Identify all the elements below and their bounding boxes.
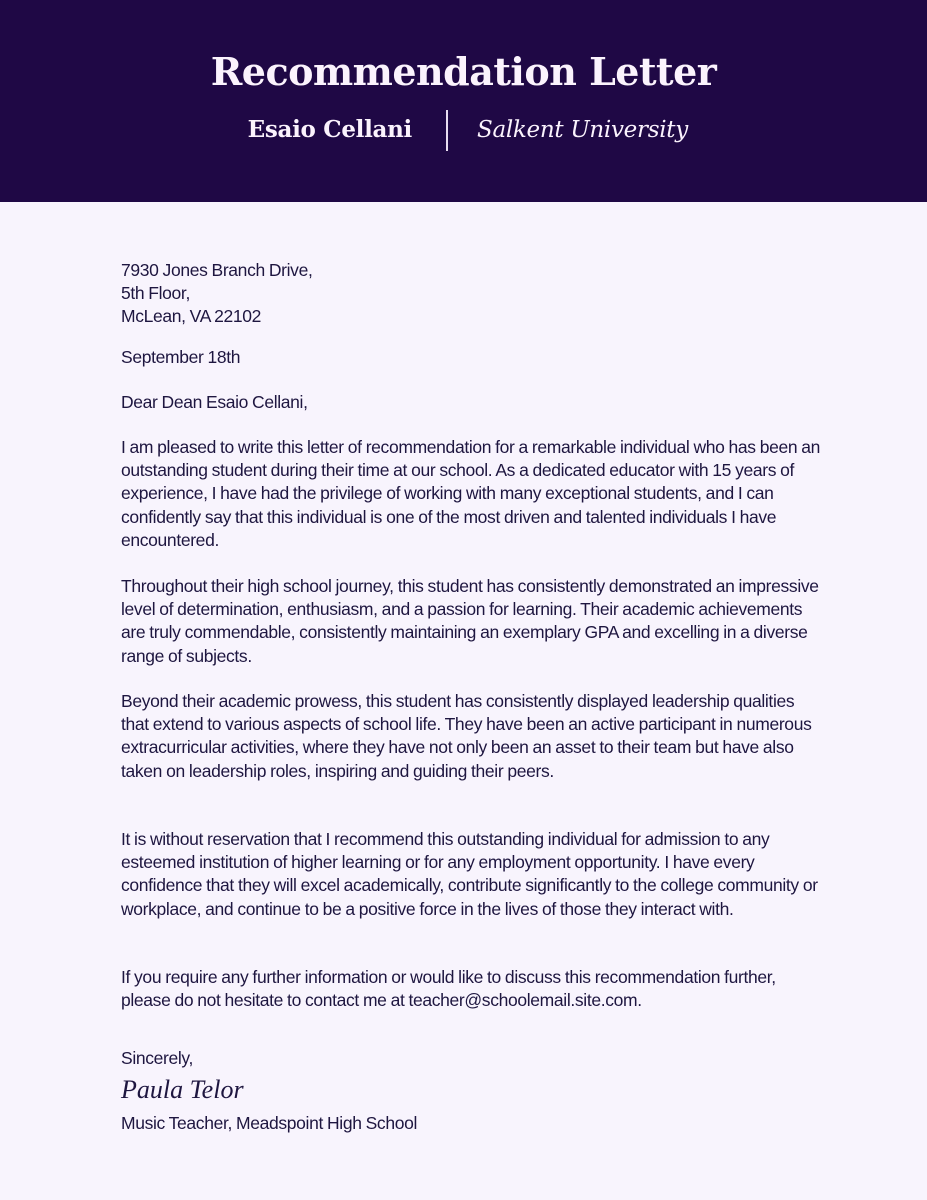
paragraph-5: If you require any further information or would like to discuss this recommendation further, please do not hesitate to contact me at teacher@schoolemail.site.com. xyxy=(121,967,776,1011)
signer-title: Music Teacher, Meadspoint High School xyxy=(121,1113,418,1133)
address-line-1: 7930 Jones Branch Drive, xyxy=(121,260,313,280)
sender-address xyxy=(121,259,821,329)
address-line-3: McLean, VA 22102 xyxy=(121,306,261,327)
paragraph-1: I am pleased to write this letter of recommendation for a remarkable individual who has been an outstanding student during their time at our school. As a dedicated educator with 15 years of experience, I have had the privilege of working with many exceptional students, and I can confidently say that this individual is one of the most driven and talented individuals I have encountered. xyxy=(121,437,821,550)
paragraph-2: Throughout their high school journey, this student has consistently demonstrated an impressive level of determination, enthusiasm, and a passion for learning. Their academic achievements are truly commendable, consistently maintaining an exemplary GPA and excelling in a diverse range of subjects. xyxy=(121,576,819,666)
document-title: Recommendation Letter xyxy=(210,49,717,94)
paragraph-3: Beyond their academic prowess, this student has consistently displayed leadership qualities that extend to various aspects of school life. They have been an active participant in numerous extracurricular activities, where they have not only been an asset to their team but have also taken on leadership roles, inspiring and guiding their peers. xyxy=(121,691,812,781)
signature: Paula Telor xyxy=(121,1075,244,1104)
closing: Sincerely, xyxy=(121,1048,194,1068)
address-line-2: 5th Floor, xyxy=(121,283,190,304)
letter-header xyxy=(0,0,927,202)
header-divider xyxy=(446,110,448,151)
institution-name: Salkent University xyxy=(477,117,688,143)
salutation: Dear Dean Esaio Cellani, xyxy=(121,392,308,412)
recipient-name: Esaio Cellani xyxy=(247,116,412,143)
letter-date: September 18th xyxy=(121,347,241,367)
paragraph-4: It is without reservation that I recommend this outstanding individual for admission to any esteemed institution of higher learning or for any employment opportunity. I have every confidence that they will excel academically, contribute significantly to the college community or workplace, and continue to be a positive force in the lives of those they interact with. xyxy=(121,829,818,919)
